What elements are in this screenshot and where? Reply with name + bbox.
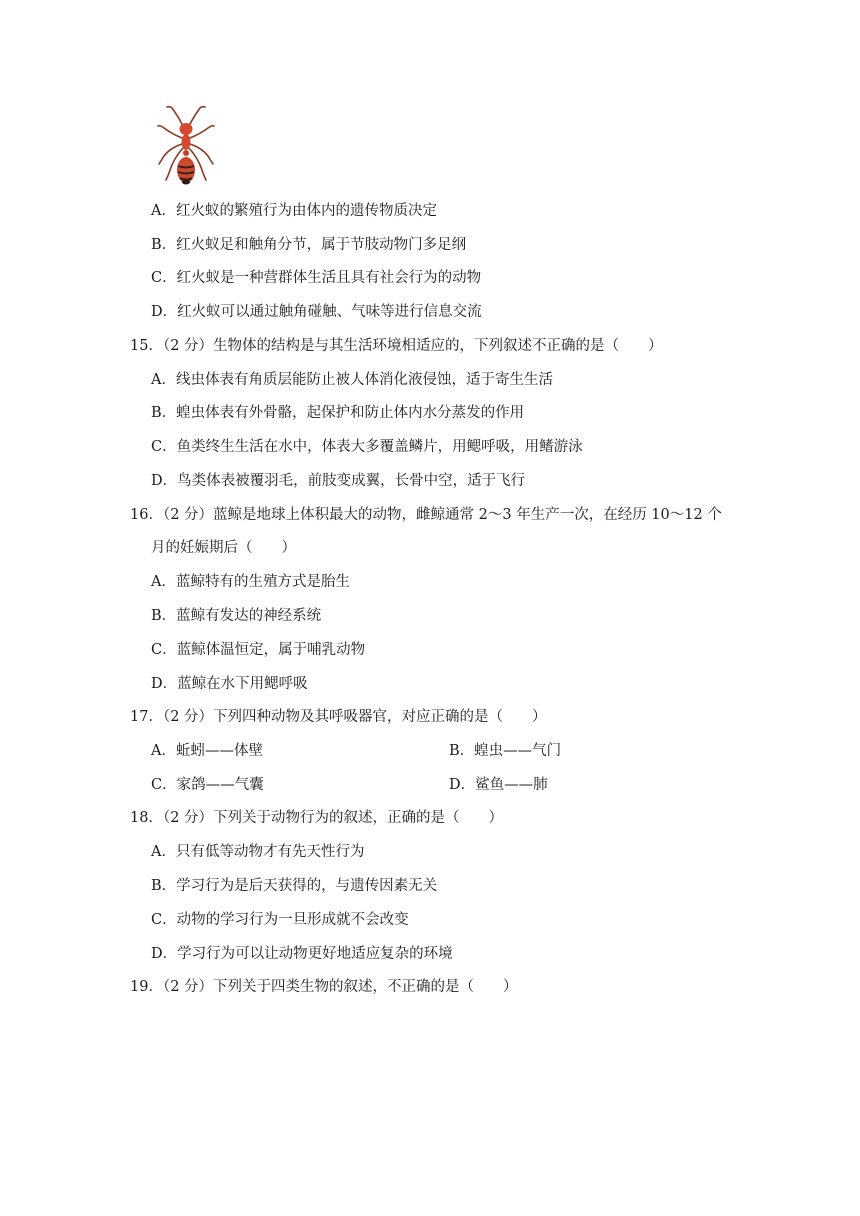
fire-ant-icon [150, 104, 222, 190]
q16-stem-line2: 月的妊娠期后（ ） [151, 540, 296, 556]
q16-option-d: D．蓝鲸在水下用鳃呼吸 [151, 676, 308, 692]
q16-option-c: C．蓝鲸体温恒定，属于哺乳动物 [151, 642, 366, 658]
q17-option-b: B．蝗虫——气门 [449, 743, 562, 759]
q17-stem: 17．（2 分）下列四种动物及其呼吸器官，对应正确的是（ ） [130, 709, 547, 725]
q16-option-a: A．蓝鲸特有的生殖方式是胎生 [151, 574, 350, 590]
q14-option-d: D．红火蚁可以通过触角碰触、气味等进行信息交流 [151, 304, 482, 320]
q18-option-b: B．学习行为是后天获得的，与遗传因素无关 [151, 878, 438, 894]
q18-option-a: A．只有低等动物才有先天性行为 [151, 844, 365, 860]
q18-option-d: D．学习行为可以让动物更好地适应复杂的环境 [151, 946, 453, 962]
q15-option-d: D．鸟类体表被覆羽毛，前肢变成翼，长骨中空，适于飞行 [151, 473, 526, 489]
q15-option-c: C．鱼类终生生活在水中，体表大多覆盖鳞片，用鳃呼吸，用鳍游泳 [151, 439, 583, 455]
q14-option-c: C．红火蚁是一种营群体生活且具有社会行为的动物 [151, 270, 482, 286]
q14-option-a: A．红火蚁的繁殖行为由体内的遗传物质决定 [151, 203, 437, 219]
q15-stem: 15．（2 分）生物体的结构是与其生活环境相适应的，下列叙述不正确的是（ ） [130, 338, 663, 354]
q16-option-b: B．蓝鲸有发达的神经系统 [151, 608, 322, 624]
q15-option-b: B．蝗虫体表有外骨骼，起保护和防止体内水分蒸发的作用 [151, 405, 525, 421]
q15-option-a: A．线虫体表有角质层能防止被人体消化液侵蚀，适于寄生生活 [151, 372, 553, 388]
q17-option-c: C．家鸽——气囊 [151, 777, 264, 793]
q17-option-a: A．蚯蚓——体壁 [151, 743, 263, 759]
q17-option-d: D．鲨鱼——肺 [449, 777, 548, 793]
q19-stem: 19．（2 分）下列关于四类生物的叙述，不正确的是（ ） [130, 979, 518, 995]
q18-stem: 18．（2 分）下列关于动物行为的叙述，正确的是（ ） [130, 810, 504, 826]
q18-option-c: C．动物的学习行为一旦形成就不会改变 [151, 912, 409, 928]
q16-stem-line1: 16．（2 分）蓝鲸是地球上体积最大的动物，雌鲸通常 2～3 年生产一次，在经历 10～12 个 [130, 507, 722, 523]
q14-option-b: B．红火蚁足和触角分节，属于节肢动物门多足纲 [151, 237, 467, 253]
